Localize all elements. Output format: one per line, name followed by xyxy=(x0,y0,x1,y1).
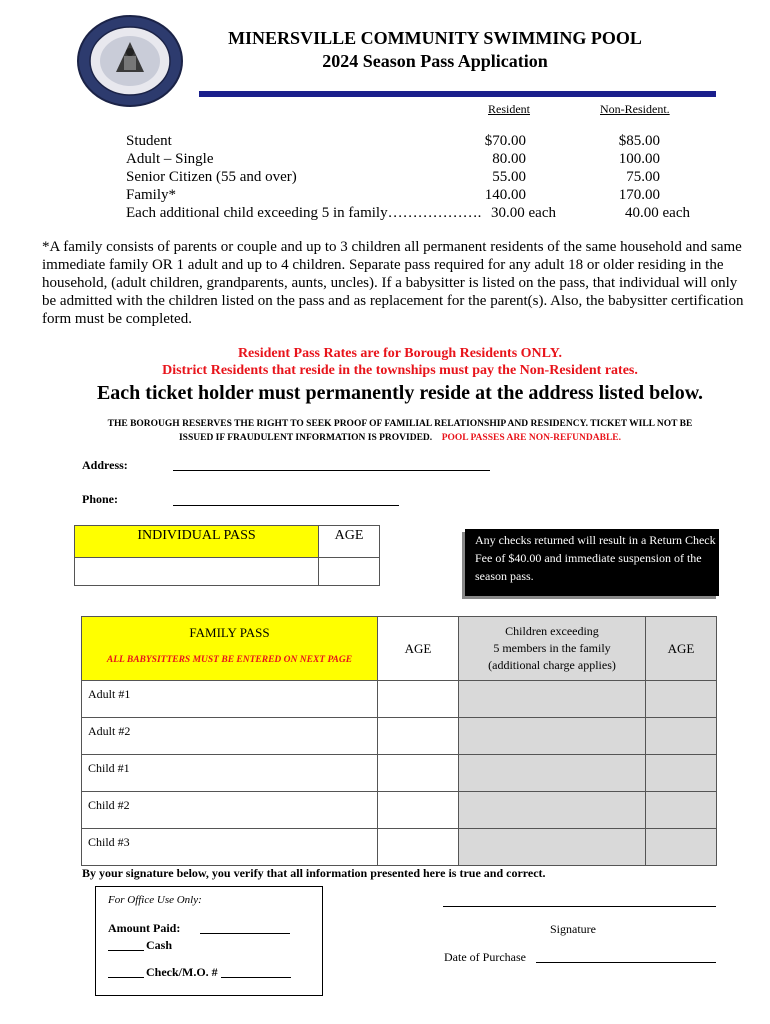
nonresident-rate: 100.00 xyxy=(618,151,660,167)
signature-statement: By your signature below, you verify that all information presented here is true and correct. xyxy=(82,866,546,880)
individual-age-field[interactable] xyxy=(319,558,380,586)
signature-field[interactable] xyxy=(443,906,716,907)
non-refundable-notice: POOL PASSES ARE NON-REFUNDABLE. xyxy=(441,433,621,443)
rate-label: Adult – Single xyxy=(126,151,214,167)
rate-label: Family* xyxy=(126,187,177,203)
amount-paid-field[interactable] xyxy=(200,933,290,934)
amount-paid-label: Amount Paid: xyxy=(108,921,181,935)
family-age-field[interactable] xyxy=(378,681,459,718)
extra-child-age-field[interactable] xyxy=(646,829,717,866)
nonresident-rate: 75.00 xyxy=(626,169,660,185)
children-exceeding-header xyxy=(459,617,646,681)
extra-child-field[interactable] xyxy=(459,718,646,755)
children-exceeding-line-3: (additional charge applies) xyxy=(488,658,616,672)
family-age-field[interactable] xyxy=(378,718,459,755)
check-number-field[interactable] xyxy=(221,977,291,978)
resident-rates xyxy=(448,132,556,222)
residency-requirement-heading: Each ticket holder must permanently reside at the address listed below. xyxy=(96,382,704,404)
family-pass-header xyxy=(82,617,378,681)
extra-child-field[interactable] xyxy=(459,829,646,866)
proof-notice-line-2 xyxy=(60,433,740,443)
family-age-header: AGE xyxy=(378,617,459,681)
children-exceeding-line-1: Children exceeding xyxy=(505,624,599,638)
family-age-field[interactable] xyxy=(378,755,459,792)
signature-label: Signature xyxy=(550,922,596,936)
returned-check-notice: Any checks returned will result in a Return Check Fee of $40.00 and immediate suspension of the season pass. xyxy=(465,529,719,596)
extra-child-field[interactable] xyxy=(459,755,646,792)
resident-rate: 80.00 xyxy=(492,151,526,167)
date-of-purchase-field[interactable] xyxy=(536,962,716,963)
extra-child-field[interactable] xyxy=(459,792,646,829)
family-member-field[interactable]: Child #3 xyxy=(82,829,378,866)
extra-child-field[interactable] xyxy=(459,681,646,718)
individual-age-header: AGE xyxy=(319,526,380,558)
resident-rate: 55.00 xyxy=(492,169,526,185)
family-age-field[interactable] xyxy=(378,792,459,829)
cash-label: Cash xyxy=(146,938,173,952)
nonresident-rates xyxy=(600,132,690,222)
resident-rate: 140.00 xyxy=(484,187,526,203)
check-label: Check/M.O. # xyxy=(146,965,218,979)
nonresident-column-header: Non-Resident. xyxy=(600,102,670,116)
babysitter-note: ALL BABYSITTERS MUST BE ENTERED ON NEXT PAGE xyxy=(106,655,353,665)
rate-labels xyxy=(126,132,481,222)
extra-children-age-header: AGE xyxy=(646,617,717,681)
extra-child-age-field[interactable] xyxy=(646,755,717,792)
rate-label: Each additional child exceeding 5 in family………………. xyxy=(126,205,482,221)
resident-rate: $70.00 xyxy=(484,133,526,149)
children-exceeding-line-2: 5 members in the family xyxy=(493,641,611,655)
family-pass-label: FAMILY PASS xyxy=(189,625,270,640)
family-pass-table xyxy=(81,616,717,866)
cash-field[interactable] xyxy=(108,950,144,951)
rate-label: Senior Citizen (55 and over) xyxy=(126,169,297,185)
address-label: Address: xyxy=(82,458,128,472)
individual-pass-header: INDIVIDUAL PASS xyxy=(75,526,319,558)
extra-child-age-field[interactable] xyxy=(646,792,717,829)
fraud-notice: ISSUED IF FRAUDULENT INFORMATION IS PROVIDED. xyxy=(178,433,433,443)
address-field[interactable] xyxy=(173,470,490,471)
extra-child-age-field[interactable] xyxy=(646,681,717,718)
nonresident-rate: $85.00 xyxy=(618,133,660,149)
rate-label: Student xyxy=(126,133,172,149)
resident-rate: 30.00 each xyxy=(491,205,556,221)
phone-label: Phone: xyxy=(82,492,118,506)
district-residents-notice: District Residents that reside in the townships must pay the Non-Resident rates. xyxy=(162,363,638,378)
borough-seal-logo xyxy=(76,14,184,108)
family-member-field[interactable]: Adult #2 xyxy=(82,718,378,755)
proof-notice-line-1: THE BOROUGH RESERVES THE RIGHT TO SEEK PROOF OF FAMILIAL RELATIONSHIP AND RESIDENCY. TICKET WILL NOT BE xyxy=(107,419,693,429)
family-definition-note: *A family consists of parents or couple and up to 3 children all permanent residents of the same household and same immediate family OR 1 adult and up to 4 children. Separate pass required for any adult 18 or older residing in the household, (adult children, grandparents, aunts, uncles). If a babysitter is listed on the pass, that individual will only be admitted with the children listed on the pass and as replacement for the parent(s). Also, the babysitter certification form must be completed. xyxy=(42,239,744,327)
header-divider xyxy=(199,91,716,97)
family-member-field[interactable]: Adult #1 xyxy=(82,681,378,718)
application-subtitle: 2024 Season Pass Application xyxy=(322,51,548,71)
individual-pass-table xyxy=(74,525,380,586)
extra-child-age-field[interactable] xyxy=(646,718,717,755)
date-of-purchase-label: Date of Purchase xyxy=(444,950,526,964)
resident-column-header: Resident xyxy=(488,102,530,116)
individual-name-field[interactable] xyxy=(75,558,319,586)
nonresident-rate: 40.00 each xyxy=(625,205,690,221)
pool-title: MINERSVILLE COMMUNITY SWIMMING POOL xyxy=(228,28,642,48)
check-field-blank[interactable] xyxy=(108,977,144,978)
resident-rates-notice: Resident Pass Rates are for Borough Residents ONLY. xyxy=(237,346,563,361)
family-age-field[interactable] xyxy=(378,829,459,866)
family-member-field[interactable]: Child #2 xyxy=(82,792,378,829)
phone-field[interactable] xyxy=(173,505,399,506)
family-member-field[interactable]: Child #1 xyxy=(82,755,378,792)
office-use-box xyxy=(95,886,323,996)
nonresident-rate: 170.00 xyxy=(618,187,660,203)
office-use-title: For Office Use Only: xyxy=(108,894,202,906)
